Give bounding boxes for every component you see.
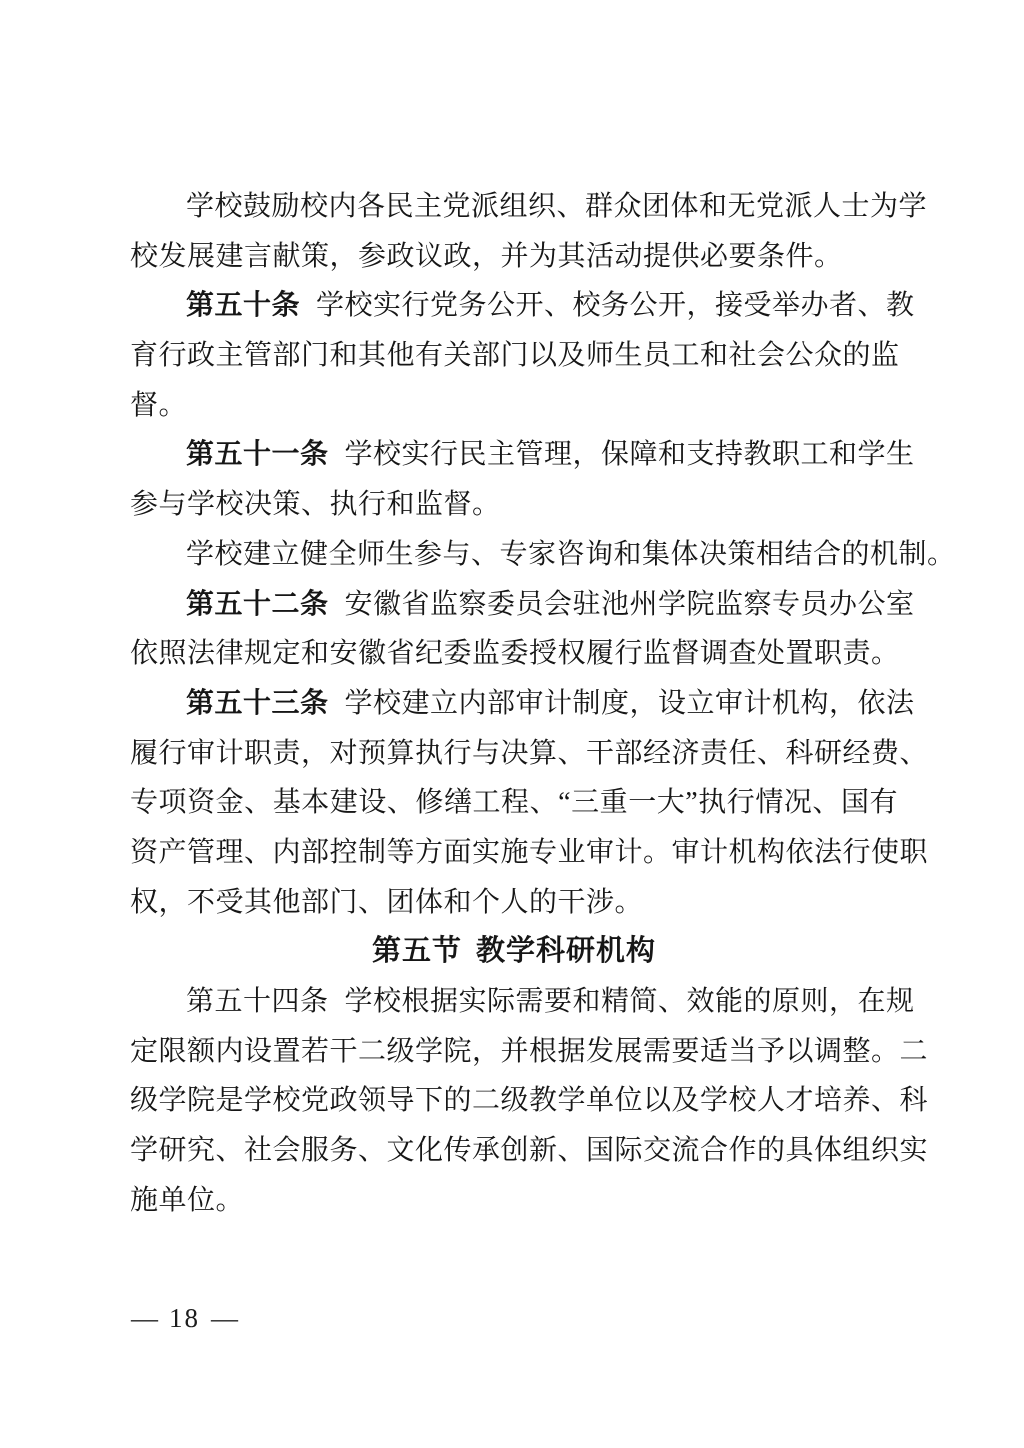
paragraph-line xyxy=(130,828,929,878)
page-footer xyxy=(131,1302,238,1334)
body-text: 依照法律规定和安徽省纪委监委授权履行监督调查处置职责。 xyxy=(130,638,900,670)
section-heading xyxy=(130,927,898,977)
body-text: 学校实行民主管理，保障和支持教职工和学生 xyxy=(344,439,915,471)
body-text: 育行政主管部门和其他有关部门以及师生员工和社会公众的监 xyxy=(130,340,900,372)
paragraph-line xyxy=(130,232,898,282)
article-number: 第五十三条 xyxy=(186,687,329,719)
footer-dash-left: — xyxy=(131,1303,158,1333)
paragraph-line xyxy=(130,1027,929,1077)
body-text: 履行审计职责，对预算执行与决算、干部经济责任、科研经费、 xyxy=(130,737,929,769)
body-text: 定限额内设置若干二级学院，并根据发展需要适当予以调整。二 xyxy=(130,1035,929,1067)
article-number: 第五十四条 xyxy=(186,986,329,1017)
body-text: 学研究、社会服务、文化传承创新、国际交流合作的具体组织实 xyxy=(130,1135,929,1167)
body-text: 校发展建言献策，参政议政，并为其活动提供必要条件。 xyxy=(130,240,843,272)
paragraph-line xyxy=(130,381,898,431)
paragraph-line xyxy=(130,1076,929,1126)
body-text: 参与学校决策、执行和监督。 xyxy=(130,489,501,521)
paragraph-line xyxy=(130,629,898,679)
body-text: 学校根据实际需要和精简、效能的原则，在规 xyxy=(344,986,915,1017)
body-text: 专项资金、基本建设、修缮工程、“三重一大”执行情况、国有 xyxy=(130,787,898,819)
paragraph-line xyxy=(130,530,956,580)
document-body xyxy=(130,182,956,1225)
section-number: 第五节 xyxy=(371,935,462,968)
footer-dash-right: — xyxy=(211,1303,238,1333)
article-number: 第五十二条 xyxy=(186,588,329,620)
body-text: 学校鼓励校内各民主党派组织、群众团体和无党派人士为学 xyxy=(186,191,928,222)
article-number: 第五十一条 xyxy=(186,439,329,471)
body-text: 学校实行党务公开、校务公开，接受举办者、教 xyxy=(316,290,915,322)
body-text: 学校建立内部审计制度，设立审计机构，依法 xyxy=(344,687,915,719)
paragraph-line xyxy=(130,182,928,232)
body-text: 学校建立健全师生参与、专家咨询和集体决策相结合的机制。 xyxy=(186,538,956,570)
paragraph-line xyxy=(130,878,898,928)
paragraph-line xyxy=(130,480,898,530)
article-number: 第五十条 xyxy=(186,290,301,322)
body-text: 安徽省监察委员会驻池州学院监察专员办公室 xyxy=(344,588,915,620)
paragraph-line xyxy=(130,778,898,828)
body-text: 权，不受其他部门、团体和个人的干涉。 xyxy=(130,886,644,918)
body-text: 级学院是学校党政领导下的二级教学单位以及学校人才培养、科 xyxy=(130,1085,929,1117)
body-text: 资产管理、内部控制等方面实施专业审计。审计机构依法行使职 xyxy=(130,836,929,868)
paragraph-line xyxy=(130,580,915,630)
body-text: 督。 xyxy=(130,389,188,421)
body-text: 施单位。 xyxy=(130,1184,245,1216)
page-number: 18 xyxy=(169,1303,200,1333)
paragraph-line xyxy=(130,281,915,331)
paragraph-line xyxy=(130,679,915,729)
paragraph-line xyxy=(130,1176,898,1226)
paragraph-line xyxy=(130,331,898,381)
paragraph-line xyxy=(130,1126,929,1176)
section-title: 教学科研机构 xyxy=(476,935,657,968)
paragraph-line xyxy=(130,430,915,480)
paragraph-line xyxy=(130,729,929,779)
paragraph-line xyxy=(130,977,915,1027)
